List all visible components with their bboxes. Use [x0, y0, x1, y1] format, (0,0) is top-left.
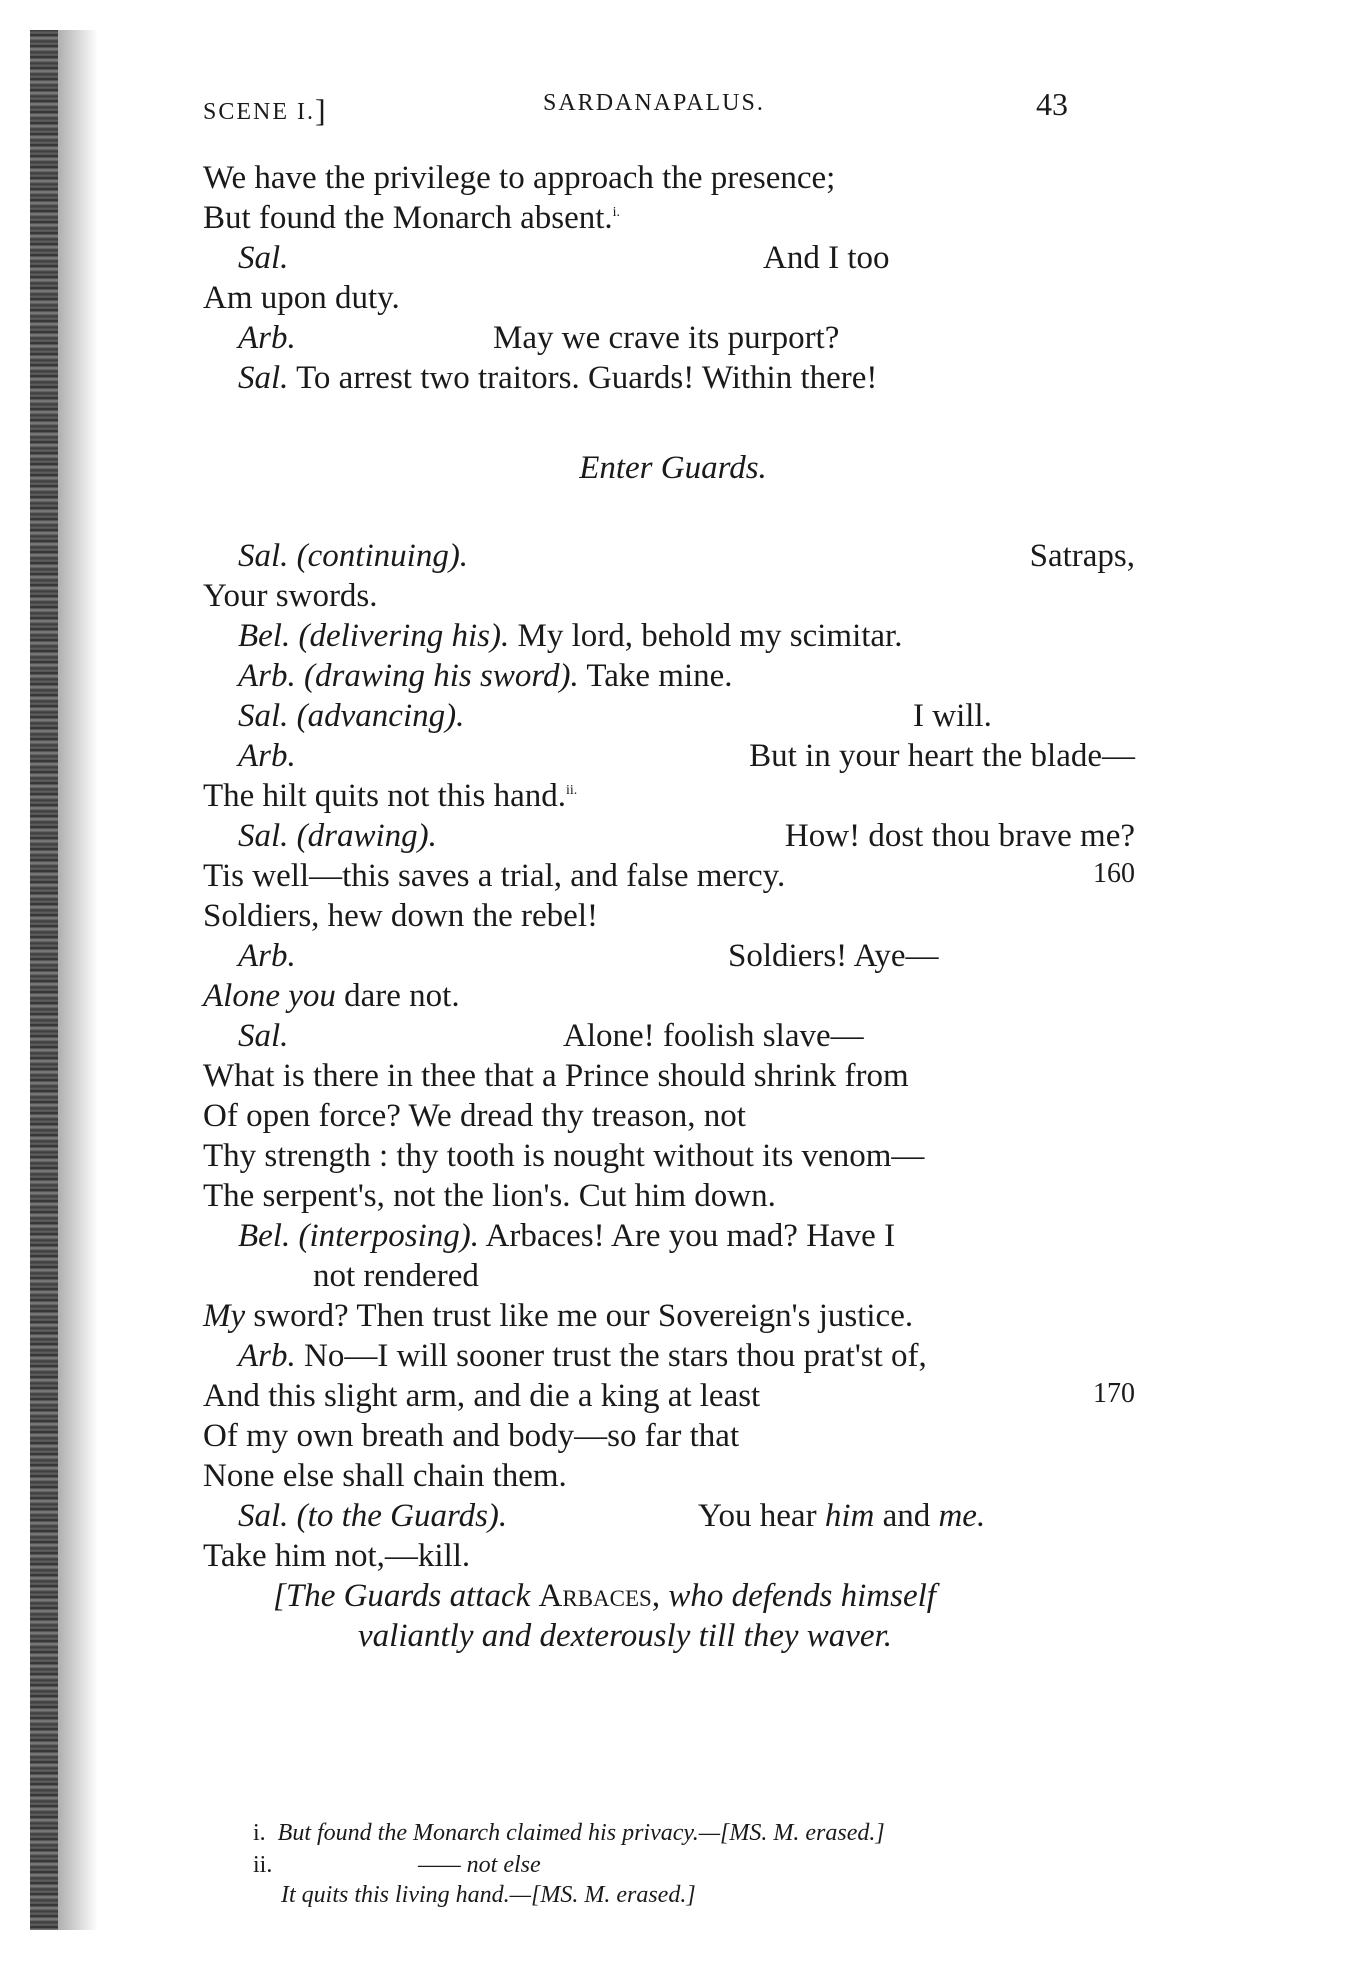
- verse-line: What is there in thee that a Prince should shrink from: [203, 1058, 909, 1094]
- speaker-name: Arb.: [238, 658, 296, 694]
- verse-line: Thy strength : thy tooth is nought without its venom—: [203, 1138, 925, 1174]
- speaker-name: Sal.: [238, 818, 289, 854]
- speaker-line: [238, 736, 296, 776]
- speaker-name: Bel.: [238, 1218, 291, 1254]
- verse-line: How! dost thou brave me?: [784, 818, 1135, 854]
- speaker-name: Sal.: [238, 360, 289, 396]
- verse-line: My sword? Then trust like me our Sovereign's justice.: [203, 1298, 914, 1334]
- speaker-name: Sal.: [238, 1498, 289, 1534]
- verse-line: And this slight arm, and die a king at least: [203, 1378, 761, 1414]
- verse-line: Alone! foolish slave—: [563, 1018, 864, 1054]
- speaker-line: Arb. (drawing his sword). Take mine.: [238, 658, 733, 694]
- speaker-name: Arb.: [238, 1338, 296, 1374]
- verse-line: But in your heart the blade—: [749, 738, 1135, 774]
- book-spine-shadow: [30, 30, 58, 1930]
- speaker-line: Bel. (interposing). Arbaces! Are you mad? Have I: [238, 1218, 896, 1254]
- speaker-line: [238, 1016, 288, 1056]
- speaker-line: Sal. To arrest two traitors. Guards! Within there!: [238, 360, 878, 396]
- speaker-line: [238, 318, 296, 358]
- verse-line: You hear him and me.: [698, 1498, 986, 1534]
- scene-label: SCENE I.]: [203, 92, 328, 128]
- verse-line: Of open force? We dread thy treason, not: [203, 1098, 746, 1134]
- verse-line: But found the Monarch absent.$^{i.}$: [203, 200, 621, 236]
- footnote: i. But found the Monarch claimed his privacy.—[MS. M. erased.]: [253, 1820, 885, 1846]
- verse-line: Your swords.: [203, 578, 378, 614]
- footnote-text: It quits this living hand.—[MS. M. erased.]: [281, 1882, 696, 1908]
- speaker-name: Sal.: [238, 240, 289, 276]
- speaker-name: Sal.: [238, 538, 289, 574]
- speaker-name: Sal.: [238, 1018, 289, 1054]
- line-number: 170: [1093, 1378, 1135, 1409]
- verse-line: The hilt quits not this hand.$^{ii.}$: [203, 778, 578, 814]
- verse-line: Tis well—this saves a trial, and false mercy.: [203, 858, 786, 894]
- verse-line: Alone you dare not.: [203, 978, 460, 1014]
- verse-line: not rendered: [313, 1258, 479, 1294]
- verse-line: None else shall chain them.: [203, 1458, 567, 1494]
- speaker-name: Arb.: [238, 320, 296, 356]
- verse-line: Am upon duty.: [203, 280, 400, 316]
- verse-line: I will.: [913, 698, 992, 734]
- verse-line: Soldiers! Aye—: [728, 938, 939, 974]
- play-title: SARDANAPALUS.: [543, 90, 765, 116]
- footnote-ref: i.: [612, 205, 621, 220]
- speaker-line: Sal. (continuing).: [238, 538, 469, 574]
- verse-line: Satraps,: [1029, 538, 1135, 574]
- footnote-text: —— not else: [418, 1852, 541, 1878]
- verse-line: Take him not,—kill.: [203, 1538, 471, 1574]
- speaker-line: Sal. (drawing).: [238, 818, 437, 854]
- speaker-name: Arb.: [238, 738, 296, 774]
- speaker-line: Sal. (advancing).: [238, 698, 465, 734]
- stage-direction: valiantly and dexterously till they waver.: [358, 1618, 892, 1654]
- verse-line: The serpent's, not the lion's. Cut him down.: [203, 1178, 776, 1214]
- book-page: [203, 86, 1143, 1908]
- stage-direction: [The Guards attack Arbaces, who defends himself: [273, 1578, 936, 1614]
- running-header: [203, 86, 1143, 130]
- speaker-name: Arb.: [238, 938, 296, 974]
- speaker-line: Sal. (to the Guards).: [238, 1498, 508, 1534]
- footnote: ii.: [253, 1852, 273, 1878]
- verse-line: Soldiers, hew down the rebel!: [203, 898, 598, 934]
- line-number: 160: [1093, 858, 1135, 889]
- speaker-name: Bel.: [238, 618, 291, 654]
- verse-line: Of my own breath and body—so far that: [203, 1418, 740, 1454]
- footnote-ref: ii.: [565, 783, 578, 798]
- verse-line: May we crave its purport?: [493, 320, 840, 356]
- verse-line: And I too: [763, 240, 890, 276]
- page-number: 43: [1036, 86, 1068, 122]
- speaker-line: Arb. No—I will sooner trust the stars thou prat'st of,: [238, 1338, 927, 1374]
- speaker-line: Bel. (delivering his). My lord, behold my scimitar.: [238, 618, 903, 654]
- speaker-line: [238, 238, 288, 278]
- stage-direction: Enter Guards.: [579, 450, 767, 486]
- speaker-name: Sal.: [238, 698, 289, 734]
- speaker-line: [238, 936, 296, 976]
- verse-line: We have the privilege to approach the presence;: [203, 160, 836, 196]
